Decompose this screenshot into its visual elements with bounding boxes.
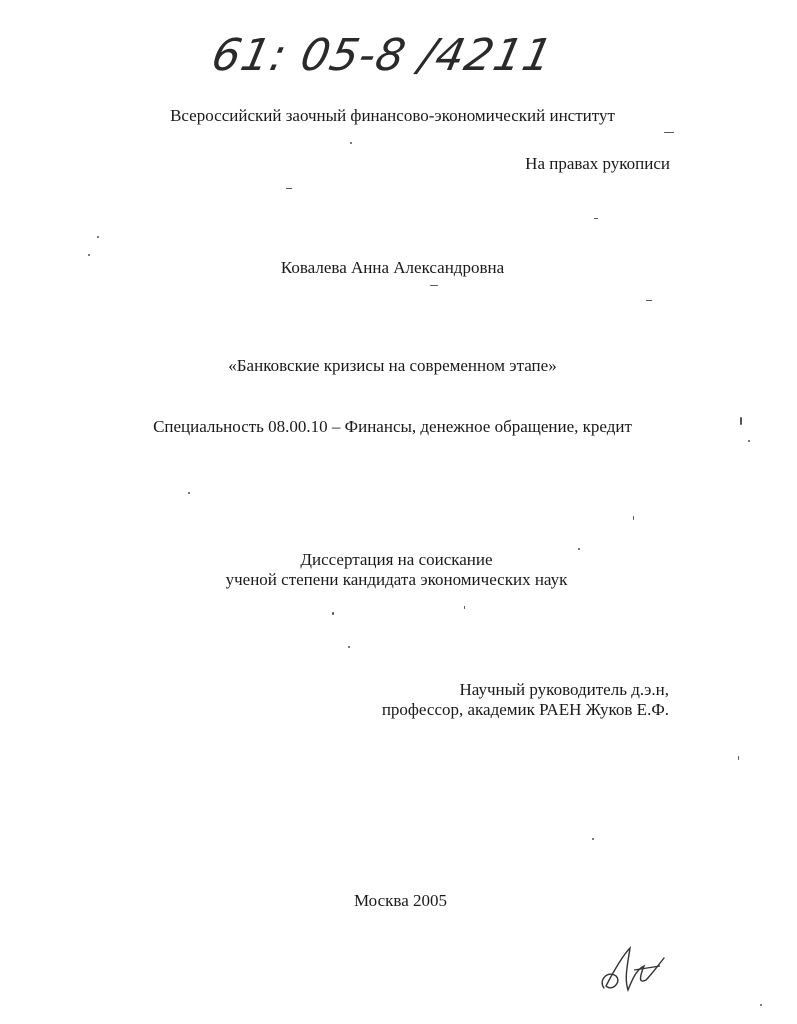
scan-speck: [738, 756, 739, 760]
thesis-specialty: Специальность 08.00.10 – Финансы, денежное обращение, кредит: [153, 417, 632, 436]
scan-speck: [748, 440, 750, 442]
scan-speck: [430, 285, 438, 286]
author-name: Ковалева Анна Александровна: [280, 258, 505, 277]
handwritten-code: [207, 12, 558, 92]
degree-line-1: Диссертация на соискание: [300, 550, 493, 569]
scan-speck: [592, 838, 594, 840]
degree-line-2: ученой степени кандидата экономических наук: [225, 570, 568, 589]
scan-speck: [464, 606, 465, 609]
scan-speck: [332, 612, 334, 615]
supervisor-line-1: Научный руководитель д.э.н,: [459, 680, 669, 699]
manuscript-rights-note: На правах рукописи: [525, 154, 670, 173]
scan-speck: [760, 1004, 762, 1006]
scan-speck: [286, 188, 292, 189]
thesis-title: «Банковские кризисы на современном этапе»: [228, 356, 557, 375]
scan-speck: [97, 236, 99, 238]
scan-speck: [594, 218, 598, 219]
scan-speck: [578, 548, 580, 550]
scan-speck: [350, 142, 352, 144]
scan-speck: [664, 132, 674, 133]
scan-speck: [633, 516, 634, 520]
institute-name: Всероссийский заочный финансово-экономический институт: [170, 106, 615, 125]
city-year: Москва 2005: [353, 891, 448, 910]
supervisor-line-2: профессор, академик РАЕН Жуков Е.Ф.: [381, 700, 669, 719]
scan-speck: [740, 417, 742, 425]
scan-speck: [88, 254, 90, 256]
handwritten-code-text: 61: 05-8 /4211: [207, 30, 558, 81]
scan-speck: [188, 492, 190, 494]
scan-speck: [348, 646, 350, 648]
signature-mark: [594, 940, 674, 1000]
scan-speck: [646, 300, 652, 301]
